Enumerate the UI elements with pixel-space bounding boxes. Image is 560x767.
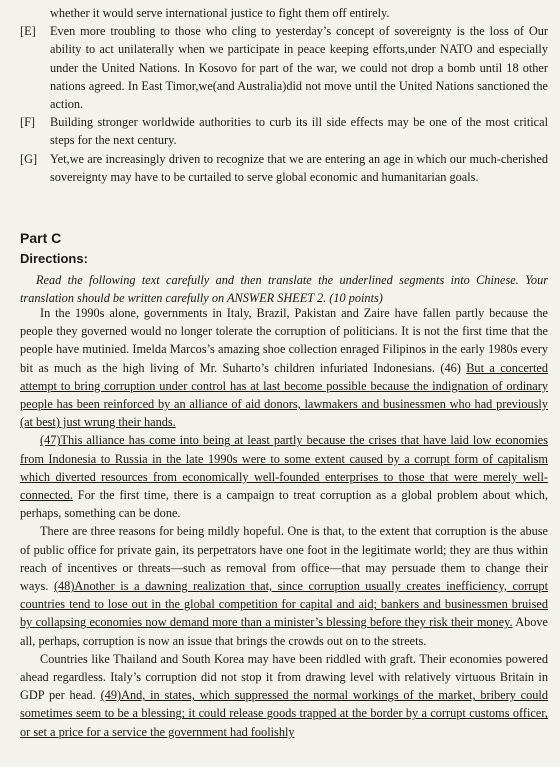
passage-text: Countries like Thailand and South Korea may have been riddled with graft. Their economies powered ahead regardless. Italy’s corruption did not stop it from drawing level with relatively virtuous Britain in GDP per head. — [20, 651, 548, 703]
passage-text: There are three reasons for being mildly hopeful. One is that, to the extent that corruption is the abuse of public office for private gain, its perpetrators have one foot in the legitimate world; they are thus within reach of incentives or threats—such as removal from office—that may persuade them to change their ways. — [20, 524, 548, 594]
passage — [20, 304, 548, 741]
option-tag: [E] — [20, 24, 36, 39]
passage-text: For the first time, there is a campaign to treat corruption as a global problem about which, perhaps, something can be done. — [20, 488, 548, 521]
options-section — [20, 4, 548, 186]
passage-text: Above all, perhaps, corruption is now an issue that brings the crowds out on to the streets. — [20, 615, 548, 648]
passage-paragraph-1 — [20, 304, 548, 431]
passage-text: In the 1990s alone, governments in Italy, Brazil, Pakistan and Zaire have fallen partly because the people they governed would no longer tolerate the corruption of politicians. It is not the first time that the people have mutinied. Imelda Marcos’s amazing shoe collection enraged Filipinos in the early 1980s every bit as much as the high living of Mr. Suharto’s children infuriated Indonesians. (46) — [20, 306, 548, 375]
option-text: Even more troubling to those who cling to yesterday’s concept of sovereignty is the loss of Our ability to act unilaterally when we participate in peace keeping efforts,under NATO and especially under the United Nations. In Kosovo for part of the war, we could not drop a bomb until 18 other nations agreed. In East Timor,we(and Australia)did not move until the United Nations sanctioned the action. — [50, 24, 548, 112]
directions-text: Read the following text carefully and then translate the underlined segments into Chinese. Your translation should be written carefully on ANSWER SHEET 2. (10 points) — [20, 273, 548, 306]
option-f — [20, 113, 548, 149]
underlined-segment-48: (48)Another is a dawning realization that, since corruption usually creates inefficiency, corrupt countries tend to lose out in the global competition for capital and aid; bankers and businessmen bruised by collapsing economies now demand more than a minister’s blessing before they risk their money. — [20, 579, 548, 630]
section-title: Part C — [20, 230, 62, 246]
directions-label: Directions: — [20, 251, 88, 266]
option-tag: [F] — [20, 115, 36, 130]
underlined-segment-49: (49)And, in states, which suppressed the normal workings of the market, bribery could sometimes seem to be a blessing; it could release goods trapped at the border by a corrupt customs officer, or set a price for a service the government had foolishly — [20, 688, 548, 739]
option-d-tail: whether it would serve international justice to fight them off entirely. — [50, 6, 390, 20]
option-text: Building stronger worldwide authorities to curb its ill side effects may be one of the most critical steps for the next century. — [50, 115, 548, 148]
passage-paragraph-3 — [20, 522, 548, 649]
option-text: Yet,we are increasingly driven to recognize that we are entering an age in which our much-cherished sovereignty may have to be curtailed to serve global economic and humanitarian goals. — [50, 151, 548, 184]
option-tag: [G] — [20, 151, 38, 166]
underlined-segment-47: (47)This alliance has come into being at least partly because the crises that have laid low economies from Indonesia to Russia in the late 1990s were to some extent caused by a corrupt form of capitalism which diverted resources from economically well-founded enterprises to those that were merely well-connected. — [20, 433, 548, 503]
option-g — [20, 150, 548, 186]
passage-paragraph-2 — [20, 431, 548, 522]
underlined-segment-46: But a concerted attempt to bring corruption under control has at last become possible because the indignation of ordinary people has been reinforced by an alliance of aid donors, lawmakers and businessmen who had previously (at best) just wrung their hands. — [20, 360, 548, 430]
passage-paragraph-4 — [20, 650, 548, 741]
option-e — [20, 22, 548, 113]
